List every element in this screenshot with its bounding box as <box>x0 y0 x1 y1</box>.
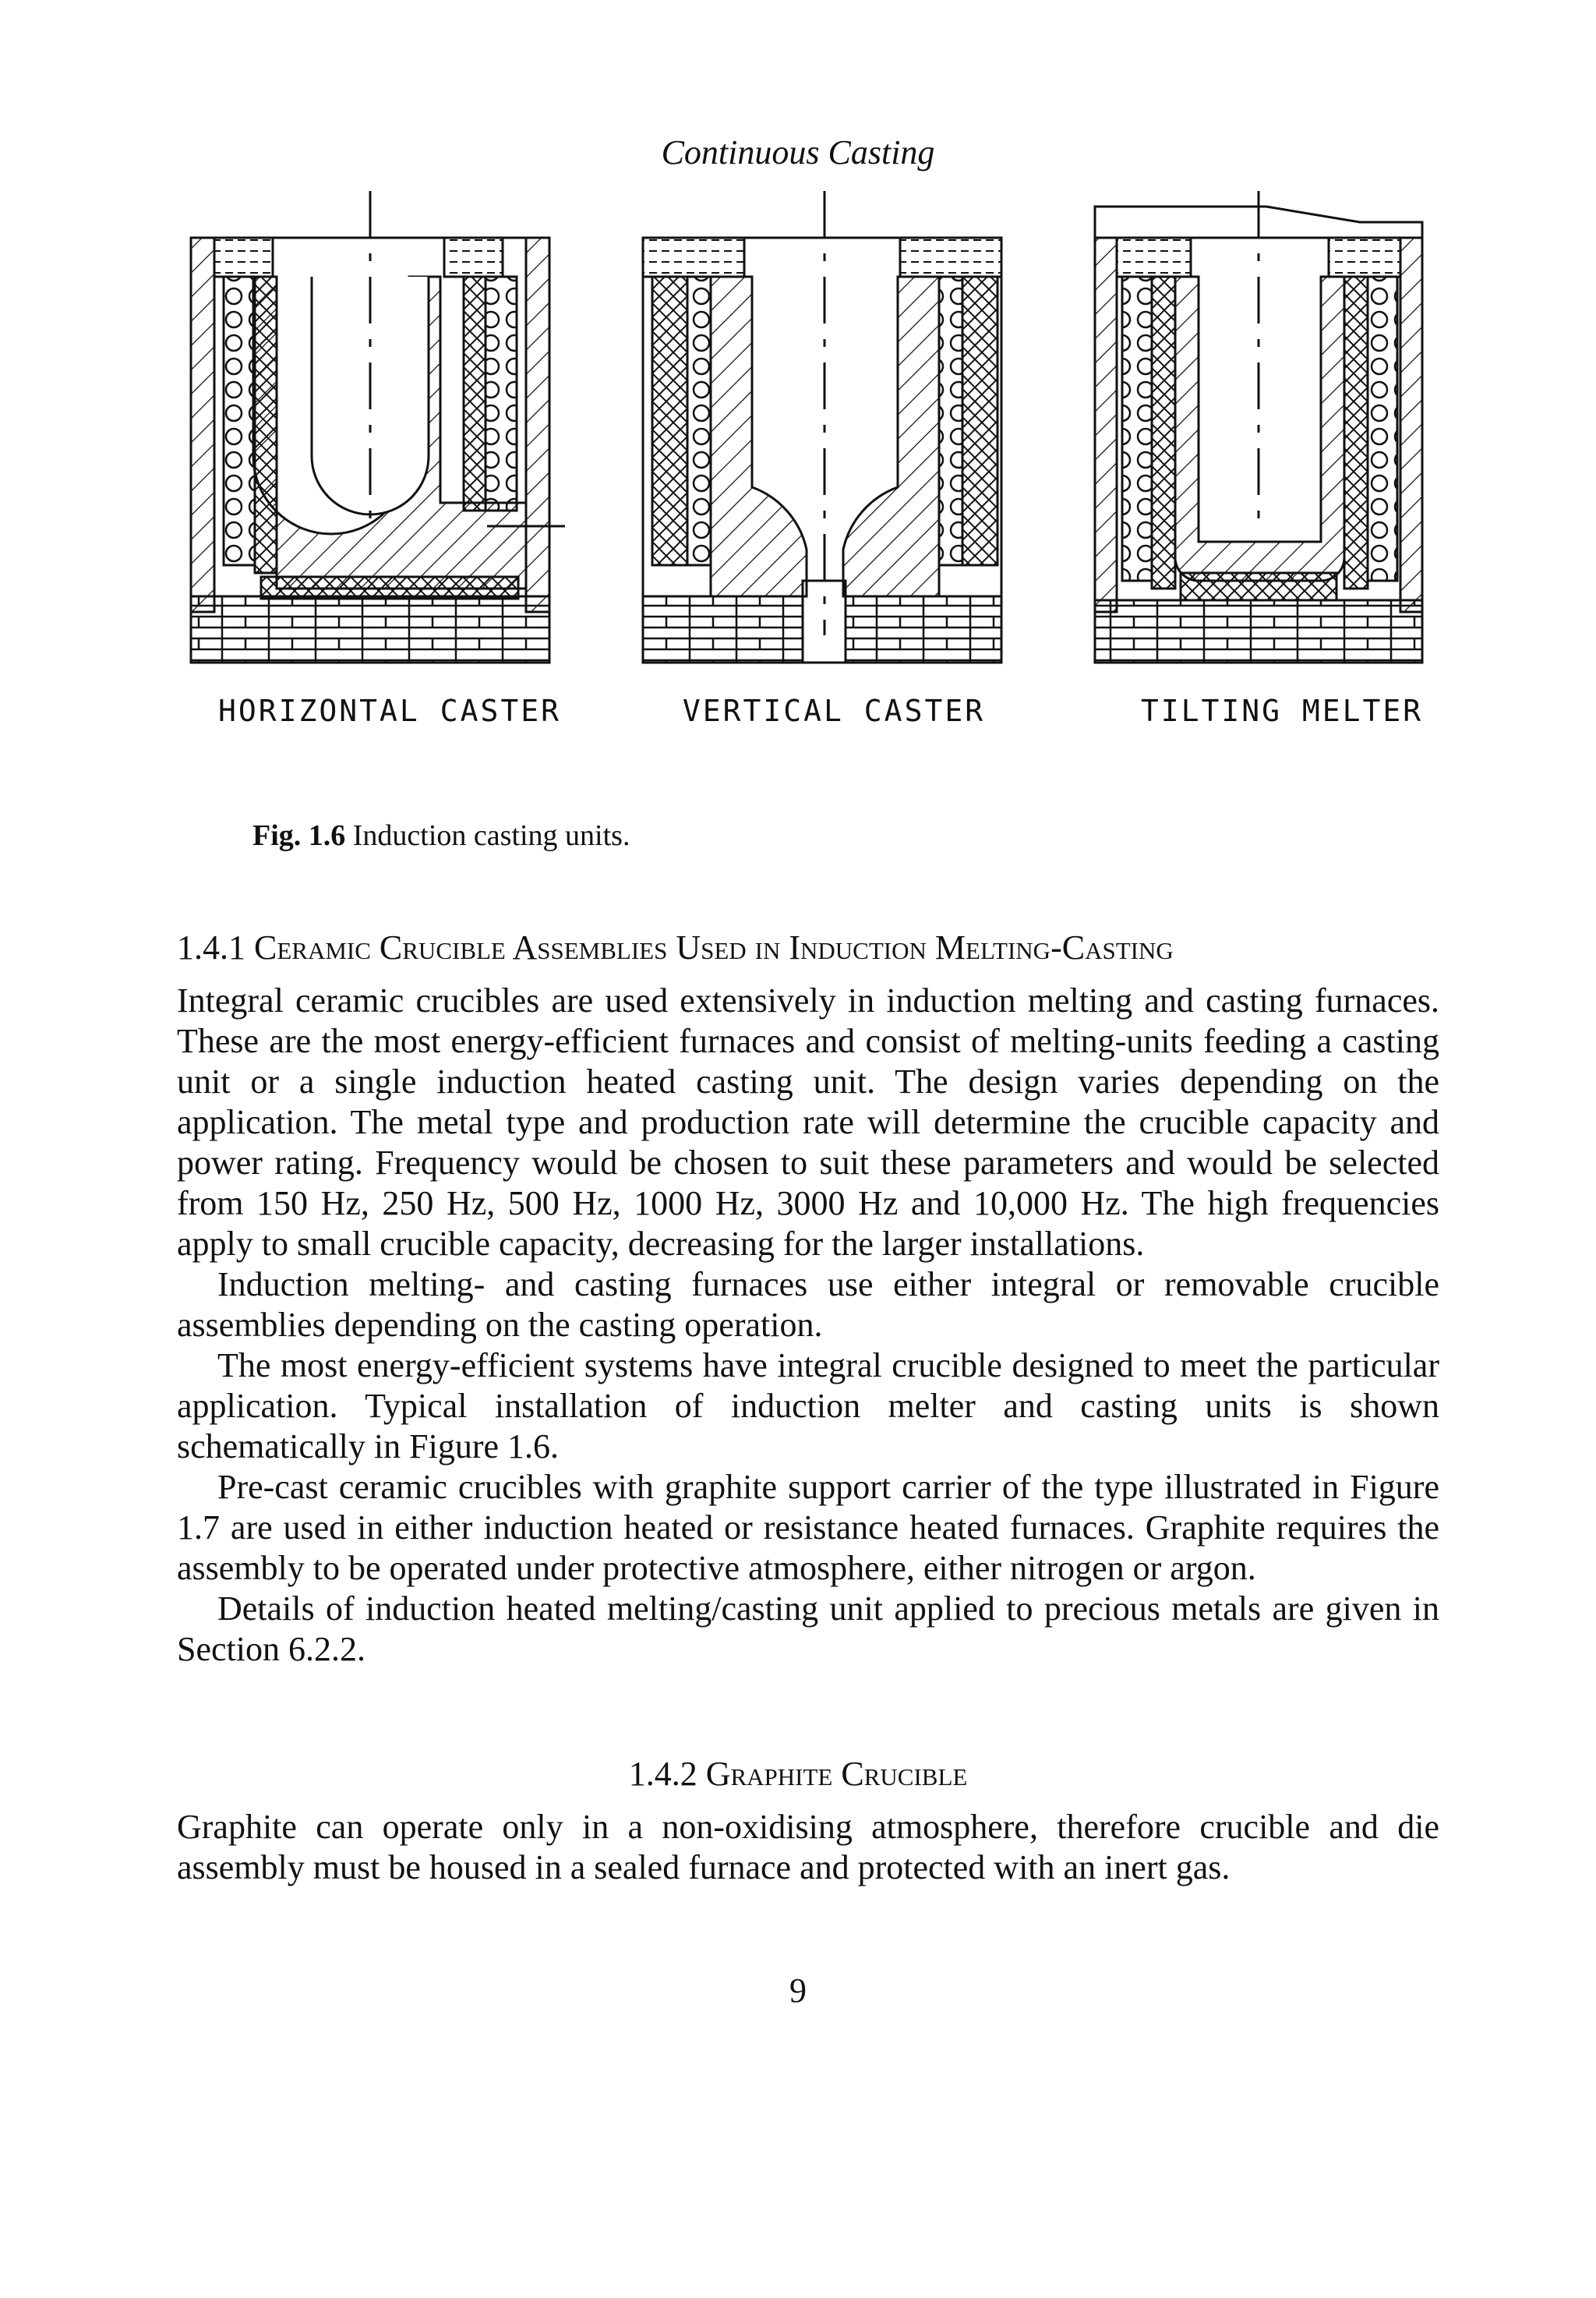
label-vertical-caster: VERTICAL CASTER <box>682 694 986 728</box>
paragraph: The most energy-efficient systems have integral crucible designed to meet the particular application. Typical installation of induction melter and casting units is shown schematically in Figure 1.6. <box>177 1346 1439 1465</box>
running-header: Continuous Casting <box>661 133 935 171</box>
page-number: 9 <box>789 1971 807 2010</box>
section-number: 1.4.2 <box>628 1755 697 1793</box>
section-1-4-1-body <box>177 981 1439 1670</box>
paragraph: Graphite can operate only in a non-oxidising atmosphere, therefore crucible and die assembly must be housed in a sealed furnace and protected with an inert gas. <box>177 1808 1439 1886</box>
paragraph: Details of induction heated melting/casting unit applied to precious metals are given in Section 6.2.2. <box>177 1589 1439 1668</box>
horizontal-caster-diagram <box>191 191 565 663</box>
label-tilting-melter: TILTING MELTER <box>1140 694 1424 728</box>
figure-induction-casting-units <box>175 191 1430 729</box>
section-title: Ceramic Crucible Assemblies Used in Induction Melting-Casting <box>254 928 1174 967</box>
paragraph: Pre-cast ceramic crucibles with graphite support carrier of the type illustrated in Figure 1.7 are used in either induction heated or resistance heated furnaces. Graphite requires the assembly to be operated under protective atmosphere, either nitrogen or argon. <box>177 1468 1439 1587</box>
figure-caption <box>252 818 630 853</box>
section-heading-1-4-2 <box>0 1754 1596 1794</box>
section-heading-1-4-1 <box>177 928 1439 967</box>
figure-caption-text: Induction casting units. <box>352 819 630 852</box>
figure-caption-number: Fig. 1.6 <box>252 819 346 852</box>
paragraph: Integral ceramic crucibles are used extensively in induction melting and casting furnaces. These are the most energy-efficient furnaces and consist of melting-units feeding a casting unit or a single induction heated casting unit. The design varies depending on the application. The metal type and production rate will determine the crucible capacity and power rating. Frequency would be chosen to suit these parameters and would be selected from 150 Hz, 250 Hz, 500 Hz, 1000 Hz, 3000 Hz and 10,000 Hz. The high frequencies apply to small crucible capacity, decreasing for the larger installations. <box>177 981 1439 1263</box>
tilting-melter-diagram <box>1095 191 1422 663</box>
section-1-4-2-body <box>177 1807 1439 1888</box>
figure-drawing <box>175 191 1430 690</box>
vertical-caster-diagram <box>643 191 1001 663</box>
section-number: 1.4.1 <box>177 928 245 967</box>
paragraph: Induction melting- and casting furnaces use either integral or removable crucible assemblies depending on the casting operation. <box>177 1265 1439 1344</box>
section-title: Graphite Crucible <box>705 1755 968 1793</box>
label-horizontal-caster: HORIZONTAL CASTER <box>218 694 561 728</box>
